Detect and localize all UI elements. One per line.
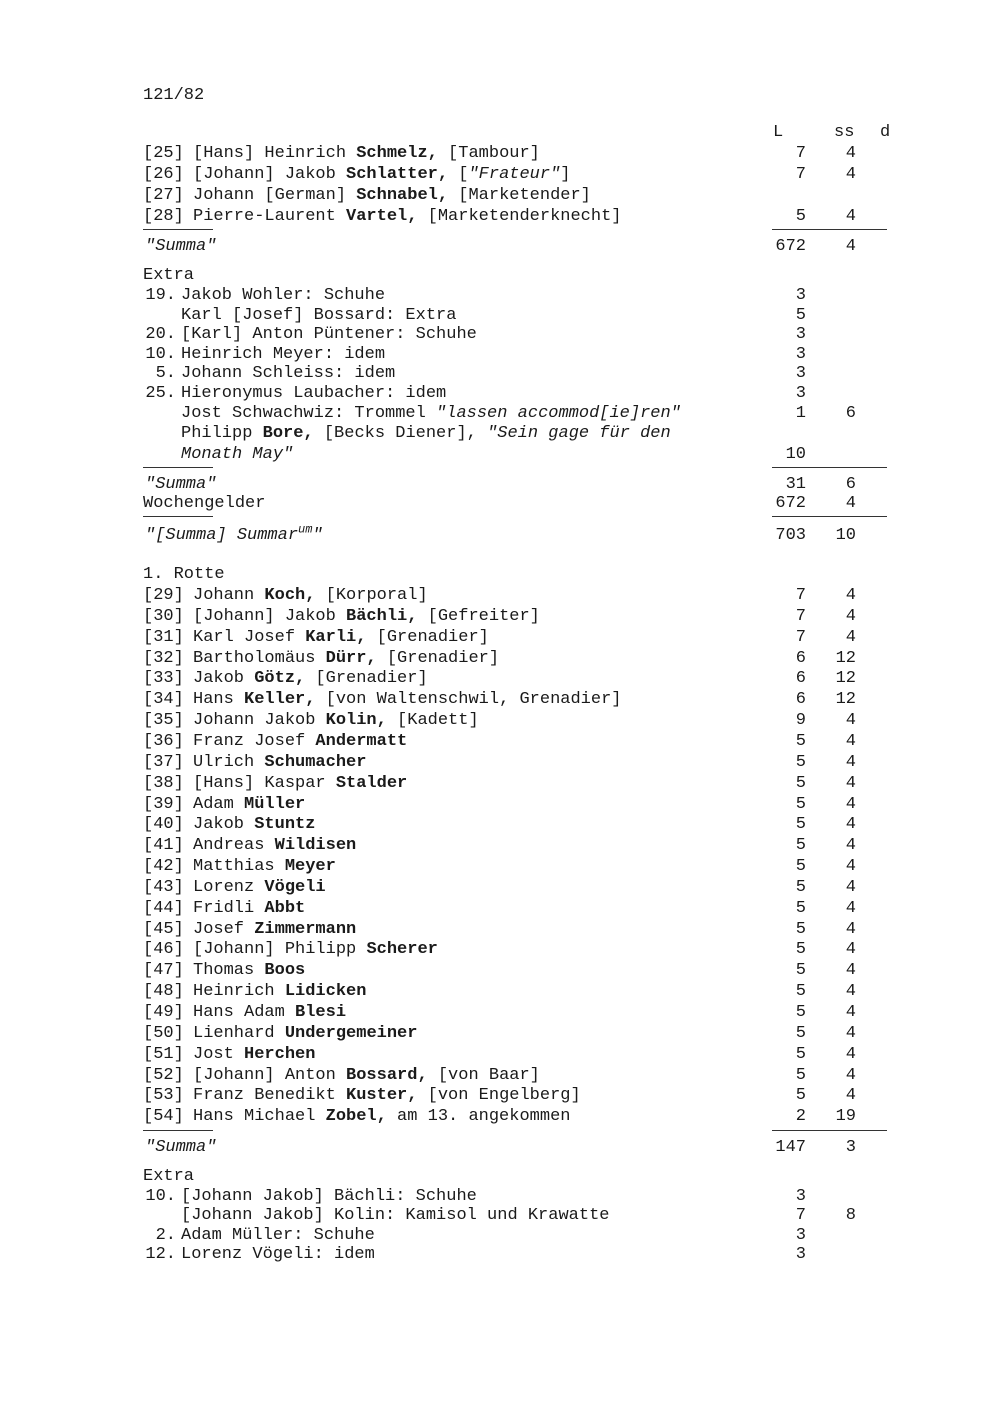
row-name: [Johann] Anton Bossard, [von Baar] xyxy=(193,1066,540,1085)
row-index: [35] xyxy=(143,711,184,730)
amount-ss: 4 xyxy=(845,711,856,730)
row-name: Johann Jakob Kolin, [Kadett] xyxy=(193,711,479,730)
amount-l: 2 xyxy=(795,1107,806,1126)
row-name: Andreas Wildisen xyxy=(193,836,357,855)
row-name: Thomas Boos xyxy=(193,961,306,980)
amount-l: 3 xyxy=(795,325,806,344)
item-text: Jakob Wohler: Schuhe xyxy=(181,286,386,305)
row-name: Lienhard Undergemeiner xyxy=(193,1024,418,1043)
row-name: Jakob Stuntz xyxy=(193,815,316,834)
row-name: Hans Michael Zobel, am 13. angekommen xyxy=(193,1107,571,1126)
section-title-rotte: 1. Rotte xyxy=(143,565,225,584)
amount-ss: 4 xyxy=(845,961,856,980)
amount-l: 9 xyxy=(795,711,806,730)
amount-l: 5 xyxy=(795,753,806,772)
row-index: [37] xyxy=(143,753,184,772)
item-index: 10. xyxy=(145,345,176,364)
row-index: [47] xyxy=(143,961,184,980)
row-index: [43] xyxy=(143,878,184,897)
row-index: [48] xyxy=(143,982,184,1001)
summa-label: "Summa" xyxy=(145,475,217,494)
row-name: Jost Herchen xyxy=(193,1045,316,1064)
amount-ss: 4 xyxy=(845,1003,856,1022)
amount-l: 7 xyxy=(795,1206,806,1225)
amount-ss: 4 xyxy=(845,494,856,513)
summarum-label: "[Summa] Summar$^{um}$" xyxy=(145,522,323,545)
item-text: Johann Schleiss: idem xyxy=(181,364,396,383)
row-name: Franz Benedikt Kuster, [von Engelberg] xyxy=(193,1086,581,1105)
header-l: L xyxy=(773,123,784,142)
divider xyxy=(143,229,213,230)
amount-l: 7 xyxy=(795,607,806,626)
item-text: [Karl] Anton Püntener: Schuhe xyxy=(181,325,477,344)
amount-l: 5 xyxy=(795,774,806,793)
amount-ss: 12 xyxy=(835,669,856,688)
row-name: Franz Josef Andermatt xyxy=(193,732,408,751)
section-title-extra: Extra xyxy=(143,1167,195,1186)
amount-l: 6 xyxy=(795,690,806,709)
header-d: d xyxy=(880,123,891,142)
amount-ss: 4 xyxy=(845,1066,856,1085)
amount-l: 6 xyxy=(795,669,806,688)
row-name: Matthias Meyer xyxy=(193,857,336,876)
item-text: Lorenz Vögeli: idem xyxy=(181,1245,375,1264)
row-name: Adam Müller xyxy=(193,795,306,814)
row-index: [50] xyxy=(143,1024,184,1043)
item-index: 20. xyxy=(145,325,176,344)
item-text: [Johann Jakob] Kolin: Kamisol und Krawatte xyxy=(181,1206,610,1225)
item-text: Jost Schwachwiz: Trommel "lassen accommod[ie]ren" xyxy=(181,404,681,423)
amount-ss: 6 xyxy=(845,475,856,494)
divider xyxy=(143,467,213,468)
amount-ss: 4 xyxy=(845,815,856,834)
row-name: Josef Zimmermann xyxy=(193,920,357,939)
amount-l: 5 xyxy=(795,1045,806,1064)
row-index: [25] xyxy=(143,144,184,163)
amount-l: 1 xyxy=(795,404,806,423)
amount-l: 5 xyxy=(795,961,806,980)
row-index: [34] xyxy=(143,690,184,709)
row-name: [Hans] Heinrich Schmelz, [Tambour] xyxy=(193,144,540,163)
amount-ss: 4 xyxy=(845,774,856,793)
row-name: Ulrich Schumacher xyxy=(193,753,367,772)
amount-l: 672 xyxy=(775,237,806,256)
row-name: [Johann] Jakob Schlatter, ["Frateur"] xyxy=(193,165,571,184)
wochengelder-label: Wochengelder xyxy=(143,494,266,513)
amount-l: 5 xyxy=(795,857,806,876)
item-index: 19. xyxy=(145,286,176,305)
row-index: [27] xyxy=(143,186,184,205)
row-index: [42] xyxy=(143,857,184,876)
summa-label: "Summa" xyxy=(145,1138,217,1157)
row-index: [46] xyxy=(143,940,184,959)
amount-ss: 4 xyxy=(845,1086,856,1105)
item-text: [Johann Jakob] Bächli: Schuhe xyxy=(181,1187,477,1206)
sum-divider xyxy=(772,516,887,517)
row-name: Fridli Abbt xyxy=(193,899,306,918)
row-index: [38] xyxy=(143,774,184,793)
summa-label: "Summa" xyxy=(145,237,217,256)
row-index: [41] xyxy=(143,836,184,855)
row-name: Karl Josef Karli, [Grenadier] xyxy=(193,628,489,647)
amount-l: 5 xyxy=(795,1024,806,1043)
section-title-extra: Extra xyxy=(143,266,195,285)
amount-ss: 4 xyxy=(845,878,856,897)
amount-l: 5 xyxy=(795,1086,806,1105)
row-index: [29] xyxy=(143,586,184,605)
page-number: 121/82 xyxy=(143,86,205,105)
amount-l: 5 xyxy=(795,1066,806,1085)
item-index: 12. xyxy=(145,1245,176,1264)
amount-ss: 4 xyxy=(845,982,856,1001)
amount-l: 5 xyxy=(795,878,806,897)
row-index: [53] xyxy=(143,1086,184,1105)
amount-l: 5 xyxy=(795,306,806,325)
header-ss: ss xyxy=(834,123,855,142)
amount-ss: 4 xyxy=(845,628,856,647)
row-name: Bartholomäus Dürr, [Grenadier] xyxy=(193,649,500,668)
amount-l: 5 xyxy=(795,899,806,918)
row-index: [49] xyxy=(143,1003,184,1022)
amount-l: 5 xyxy=(795,815,806,834)
amount-l: 5 xyxy=(795,982,806,1001)
amount-ss: 4 xyxy=(845,940,856,959)
row-name: Hans Adam Blesi xyxy=(193,1003,347,1022)
item-text: Adam Müller: Schuhe xyxy=(181,1226,375,1245)
amount-ss: 6 xyxy=(845,404,856,423)
amount-l: 3 xyxy=(795,345,806,364)
row-index: [32] xyxy=(143,649,184,668)
amount-l: 31 xyxy=(785,475,806,494)
sum-divider xyxy=(772,1130,887,1131)
amount-l: 5 xyxy=(795,207,806,226)
row-name: Lorenz Vögeli xyxy=(193,878,326,897)
row-index: [28] xyxy=(143,207,184,226)
row-name: Johann Koch, [Korporal] xyxy=(193,586,428,605)
row-index: [44] xyxy=(143,899,184,918)
amount-ss: 12 xyxy=(835,690,856,709)
row-index: [45] xyxy=(143,920,184,939)
row-index: [26] xyxy=(143,165,184,184)
amount-ss: 4 xyxy=(845,920,856,939)
item-text-cont: Monath May" xyxy=(181,445,294,464)
amount-l: 703 xyxy=(775,526,806,545)
amount-ss: 4 xyxy=(845,1045,856,1064)
amount-ss: 4 xyxy=(845,753,856,772)
amount-l: 7 xyxy=(795,144,806,163)
item-text: Philipp Bore, [Becks Diener], "Sein gage für den xyxy=(181,424,671,443)
amount-ss: 4 xyxy=(845,899,856,918)
amount-l: 5 xyxy=(795,1003,806,1022)
sum-divider xyxy=(772,467,887,468)
amount-l: 5 xyxy=(795,795,806,814)
item-index: 25. xyxy=(145,384,176,403)
amount-ss: 12 xyxy=(835,649,856,668)
amount-l: 7 xyxy=(795,586,806,605)
row-index: [40] xyxy=(143,815,184,834)
amount-ss: 4 xyxy=(845,607,856,626)
item-text: Karl [Josef] Bossard: Extra xyxy=(181,306,457,325)
row-name: Hans Keller, [von Waltenschwil, Grenadier] xyxy=(193,690,622,709)
amount-ss: 4 xyxy=(845,857,856,876)
amount-l: 5 xyxy=(795,940,806,959)
amount-ss: 4 xyxy=(845,144,856,163)
item-text: Hieronymus Laubacher: idem xyxy=(181,384,447,403)
amount-l: 147 xyxy=(775,1138,806,1157)
item-index: 5. xyxy=(155,364,176,383)
amount-l: 10 xyxy=(785,445,806,464)
row-index: [51] xyxy=(143,1045,184,1064)
amount-l: 3 xyxy=(795,286,806,305)
amount-ss: 4 xyxy=(845,1024,856,1043)
item-text: Heinrich Meyer: idem xyxy=(181,345,386,364)
row-index: [31] xyxy=(143,628,184,647)
row-index: [52] xyxy=(143,1066,184,1085)
amount-ss: 4 xyxy=(845,207,856,226)
amount-l: 3 xyxy=(795,1187,806,1206)
item-index: 10. xyxy=(145,1187,176,1206)
amount-l: 7 xyxy=(795,165,806,184)
item-index: 2. xyxy=(155,1226,176,1245)
divider xyxy=(143,1130,213,1131)
amount-l: 3 xyxy=(795,384,806,403)
amount-ss: 4 xyxy=(845,795,856,814)
amount-ss: 19 xyxy=(835,1107,856,1126)
row-index: [33] xyxy=(143,669,184,688)
amount-ss: 4 xyxy=(845,586,856,605)
amount-l: 672 xyxy=(775,494,806,513)
amount-ss: 3 xyxy=(845,1138,856,1157)
amount-l: 3 xyxy=(795,1226,806,1245)
amount-ss: 4 xyxy=(845,165,856,184)
amount-l: 6 xyxy=(795,649,806,668)
amount-l: 7 xyxy=(795,628,806,647)
sum-divider xyxy=(772,229,887,230)
amount-ss: 4 xyxy=(845,836,856,855)
amount-ss: 10 xyxy=(835,526,856,545)
amount-l: 3 xyxy=(795,1245,806,1264)
amount-l: 5 xyxy=(795,732,806,751)
amount-ss: 8 xyxy=(845,1206,856,1225)
row-index: [36] xyxy=(143,732,184,751)
row-name: [Hans] Kaspar Stalder xyxy=(193,774,408,793)
amount-l: 3 xyxy=(795,364,806,383)
row-name: Johann [German] Schnabel, [Marketender] xyxy=(193,186,591,205)
row-index: [54] xyxy=(143,1107,184,1126)
divider xyxy=(143,516,213,517)
row-name: Jakob Götz, [Grenadier] xyxy=(193,669,428,688)
amount-l: 5 xyxy=(795,920,806,939)
row-name: Pierre-Laurent Vartel, [Marketenderknecht] xyxy=(193,207,622,226)
row-index: [39] xyxy=(143,795,184,814)
amount-l: 5 xyxy=(795,836,806,855)
row-name: [Johann] Jakob Bächli, [Gefreiter] xyxy=(193,607,540,626)
row-name: Heinrich Lidicken xyxy=(193,982,367,1001)
amount-ss: 4 xyxy=(845,732,856,751)
amount-ss: 4 xyxy=(845,237,856,256)
row-index: [30] xyxy=(143,607,184,626)
row-name: [Johann] Philipp Scherer xyxy=(193,940,438,959)
